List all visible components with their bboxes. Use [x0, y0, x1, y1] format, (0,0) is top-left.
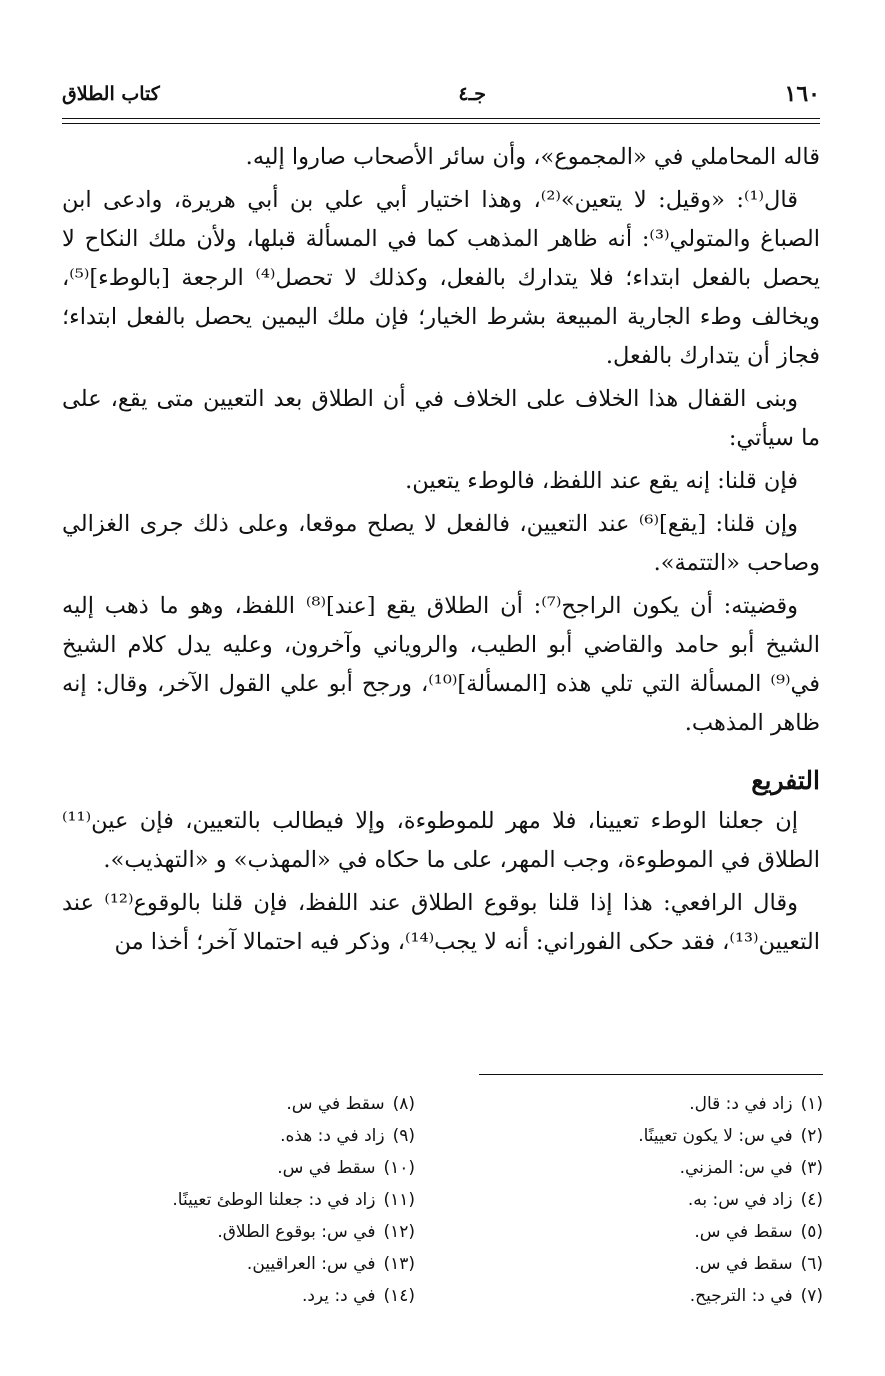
footnote: (٨)سقط في س. [286, 1094, 415, 1114]
section-heading: التفريع [751, 766, 820, 795]
book-title: كتاب الطلاق [62, 83, 160, 105]
paragraph: فإن قلنا: إنه يقع عند اللفظ، فالوطء يتعين. [405, 468, 798, 494]
footnote: (٥)سقط في س. [694, 1222, 823, 1242]
main-text [62, 138, 820, 966]
footnote: (١٤)في د: يرد. [301, 1286, 415, 1306]
footnote: (٧)في د: الترجيح. [689, 1286, 823, 1306]
volume-label: جـ٤ [458, 83, 486, 105]
header-rule-top [62, 118, 820, 119]
paragraph: إن جعلنا الوطء تعيينا، فلا مهر للموطوءة، وإلا فيطالب بالتعيين، فإن عين⁽¹¹⁾ الطلاق في الموطوءة، وجب المهر، على ما حكاه في «المهذب» و «التهذيب». [62, 808, 820, 873]
paragraph: وإن قلنا: [يقع]⁽⁶⁾ عند التعيين، فالفعل لا يصلح موقعا، وعلى ذلك جرى الغزالي وصاحب «التتمة». [62, 511, 820, 576]
page-number: ١٦٠ [784, 81, 820, 107]
footnote: (١٣)في س: العراقيين. [246, 1254, 415, 1274]
footnote: (٣)في س: المزني. [679, 1158, 823, 1178]
paragraph: قال⁽¹⁾: «وقيل: لا يتعين»⁽²⁾، وهذا اختيار أبي علي بن أبي هريرة، وادعى ابن الصباغ والمتولي⁽³⁾: أنه ظاهر المذهب كما في المسألة قبلها، ولأن ملك النكاح لا يحصل بالفعل ابتداء؛ فلا يتدارك بالفعل، وكذلك لا تحصل⁽⁴⁾ الرجعة [بالوطء]⁽⁵⁾، ويخالف وطء الجارية المبيعة بشرط الخيار؛ فإن ملك اليمين يحصل بالفعل ابتداء؛ فجاز أن يتدارك بالفعل. [62, 187, 820, 369]
footnote: (١٠)سقط في س. [277, 1158, 415, 1178]
footnotes-column-1 [523, 1088, 823, 1312]
footnote: (٤)زاد في س: به. [687, 1190, 823, 1210]
footnote: (١١)زاد في د: جعلنا الوطئ تعيينًا. [172, 1190, 415, 1210]
paragraph: وقضيته: أن يكون الراجح⁽⁷⁾: أن الطلاق يقع [عند]⁽⁸⁾ اللفظ، وهو ما ذهب إليه الشيخ أبو حامد والقاضي أبو الطيب، والروياني وآخرون، وعليه يدل كلام الشيخ في⁽⁹⁾ المسألة التي تلي هذه [المسألة]⁽¹⁰⁾، ورجح أبو علي القول الآخر، وقال: إنه ظاهر المذهب. [62, 593, 821, 736]
header-rule-bottom [62, 123, 820, 124]
footnote: (٢)في س: لا يكون تعيينًا. [638, 1126, 823, 1146]
running-header [62, 74, 820, 114]
footnote-separator [479, 1074, 823, 1075]
footnote: (١٢)في س: بوقوع الطلاق. [217, 1222, 415, 1242]
paragraph: وقال الرافعي: هذا إذا قلنا بوقوع الطلاق عند اللفظ، فإن قلنا بالوقوع⁽¹²⁾ عند التعيين⁽¹³⁾، فقد حكى الفوراني: أنه لا يجب⁽¹⁴⁾، وذكر فيه احتمالا آخر؛ أخذا من [62, 890, 820, 955]
footnotes-column-2 [115, 1088, 415, 1312]
footnote: (١)زاد في د: قال. [689, 1094, 823, 1114]
footnote: (٩)زاد في د: هذه. [280, 1126, 415, 1146]
paragraph: وبنى القفال هذا الخلاف على الخلاف في أن الطلاق بعد التعيين متى يقع، على ما سيأتي: [62, 386, 820, 451]
paragraph: قاله المحاملي في «المجموع»، وأن سائر الأصحاب صاروا إليه. [245, 144, 820, 170]
footnote: (٦)سقط في س. [694, 1254, 823, 1274]
